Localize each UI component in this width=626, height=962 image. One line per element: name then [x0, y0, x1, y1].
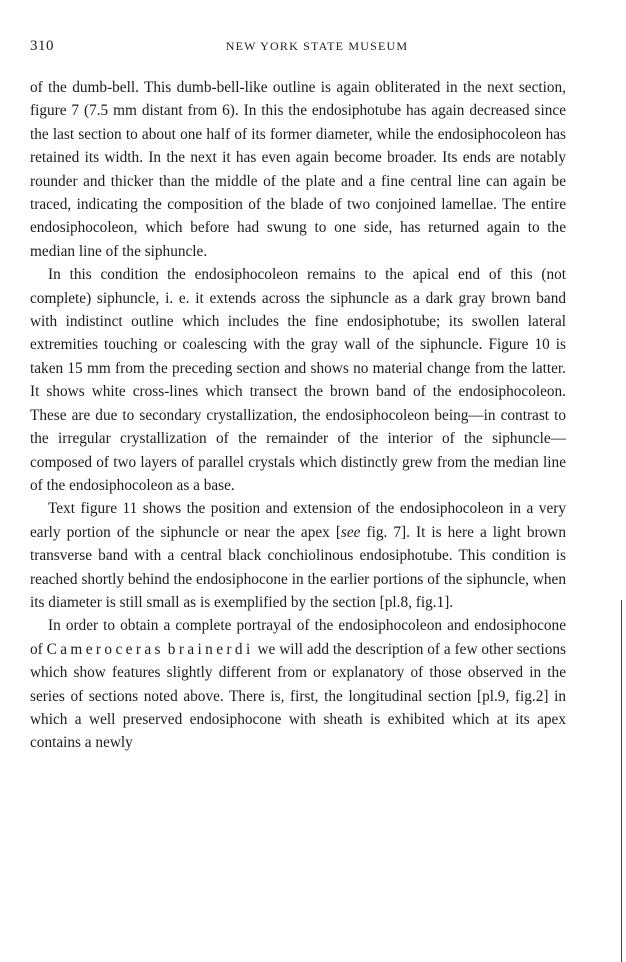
- species-name: brainerdi: [167, 640, 254, 658]
- genus-name: Cameroceras: [46, 640, 164, 658]
- paragraph-4-text-a: In order to obtain a complete portrayal of the endosiphocoleon and endosiphocone of: [30, 617, 566, 658]
- paragraph-3-text-b: fig. 7]. It is here a light brown transverse band with a central black conchiolinous endosiphotube. This condition is reached shortly behind the endosiphocone in the earlier portions of the siphuncle, when its diameter is still small as is exemplified by the section [pl.8, fig.1].: [30, 523, 566, 611]
- paragraph-4: [30, 614, 566, 754]
- paragraph-3-text-a: Text figure 11 shows the position and extension of the endosiphocoleon in a very early portion of the siphuncle or near the apex [: [30, 500, 566, 541]
- paragraph-2: In this condition the endosiphocoleon remains to the apical end of this (not complete) siphuncle, i. e. it extends across the siphuncle as a dark gray brown band with indistinct outline which includes the fine endosiphotube; its swollen lateral extremities touching or coalescing with the gray wall of the siphuncle. Figure 10 is taken 15 mm from the preceding section and shows no material change from the latter. It shows white cross-lines which transect the brown band of the endosiphocoleon. These are due to secondary crystallization, the endosiphocoleon being—in contrast to the irregular crystallization of the remainder of the interior of the siphuncle—composed of two layers of parallel crystals which distinctly grew from the median line of the endosiphocoleon as a base.: [30, 266, 566, 494]
- paragraph-4-text-b: we will add the description of a few other sections which show features slightly different from or explanatory of those observed in the series of sections noted above. There is, first, the longitudinal section [pl.9, fig.2] in which a well preserved endosiphocone with sheath is exhibited which at its apex contains a newly: [30, 640, 566, 752]
- page-header: [30, 38, 570, 58]
- binding-edge-line: [621, 600, 622, 962]
- paragraph-3: [30, 497, 566, 614]
- running-head: NEW YORK STATE MUSEUM: [225, 39, 409, 53]
- page-number: 310: [30, 38, 54, 54]
- see-reference: see: [340, 523, 361, 541]
- body-text: [30, 76, 566, 755]
- paragraph-1: of the dumb-bell. This dumb-bell-like outline is again obliterated in the next section, figure 7 (7.5 mm distant from 6). In this the endosiphotube has again decreased since the last section to about one half of its former diameter, while the endosiphocoleon has retained its width. In the next it has even again become broader. Its ends are notably rounder and thicker than the middle of the plate and a fine central line can again be traced, indicating the composition of the blade of two conjoined lamellae. The entire endosiphocoleon, which before had swung to one side, has returned again to the median line of the siphuncle.: [30, 79, 566, 260]
